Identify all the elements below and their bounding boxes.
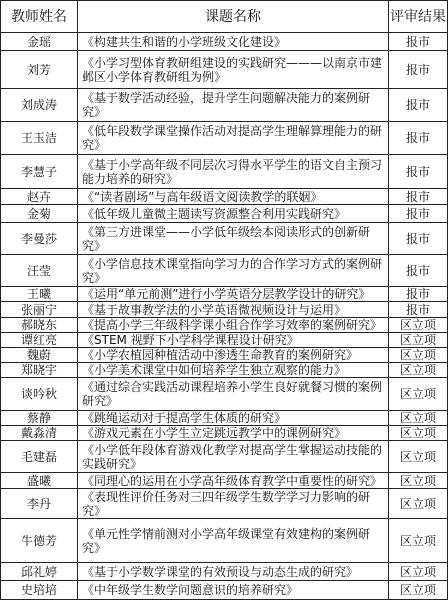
teacher-name-text: 李曼莎 (20, 231, 57, 246)
teacher-name-cell (1, 363, 78, 377)
review-result-text: 区立项 (399, 583, 436, 597)
project-title-text: 《基于小学高年级不同层次习得水平学生的语文自主预习能力培养的研究》 (82, 157, 383, 186)
teacher-name-text: 邱礼婷 (20, 564, 57, 579)
review-result-cell (389, 51, 447, 88)
review-result-text: 区立项 (399, 363, 436, 377)
teacher-name-text: 郑晓宇 (20, 363, 57, 377)
review-result-cell (389, 287, 447, 301)
project-title-text: 《低年级儿童微主题读写资源整合利用实践研究》 (82, 206, 347, 221)
review-result-cell (389, 348, 447, 362)
review-result-cell (389, 426, 447, 440)
header-teacher-name-text: 教师姓名 (11, 8, 67, 25)
project-title-text: 《基于小学数学课堂的有效预设与动态生成的研究》 (82, 564, 359, 579)
table-row (1, 255, 447, 287)
teacher-name-cell (1, 563, 78, 580)
review-result-cell (389, 581, 447, 599)
project-title-text: 《小学信息技术课堂指向学习力的合作学习方式的案例研究》 (82, 256, 383, 285)
teacher-name-cell (1, 223, 78, 254)
table-row (1, 519, 447, 563)
teacher-name-text: 史培培 (20, 583, 57, 597)
project-title-cell (78, 378, 389, 410)
teacher-name-text: 盛曦 (26, 473, 51, 488)
project-title-cell (78, 255, 389, 286)
project-title-text: 《低年段数学课堂操作活动对提高学生理解算理能力的研究》 (82, 124, 383, 152)
teacher-name-cell (1, 33, 78, 50)
review-result-text: 区立项 (399, 426, 436, 440)
project-title-cell (78, 33, 389, 50)
project-title-text: 《STEM 视野下小学科学课程设计研究》 (82, 333, 299, 347)
review-result-text: 区立项 (399, 449, 436, 464)
teacher-name-cell (1, 426, 78, 440)
project-title-text: 《单元性学情前测对小学高年级课堂有效建构的案例研究》 (82, 526, 371, 555)
project-title-text: 《运用“单元前测”进行小学英语分层教学设计的研究》 (82, 287, 371, 301)
table-row (1, 223, 447, 255)
teacher-name-cell (1, 51, 78, 88)
review-result-text: 区立项 (399, 318, 436, 332)
teacher-name-text: 刘成涛 (20, 98, 57, 112)
project-title-cell (78, 581, 389, 599)
project-title-cell (78, 563, 389, 580)
header-project-title-text: 课题名称 (205, 8, 261, 25)
review-result-cell (389, 333, 447, 347)
teacher-name-text: 谭红亮 (20, 333, 57, 347)
review-result-text: 区立项 (399, 411, 436, 425)
review-result-cell (389, 122, 447, 154)
teacher-name-text: 金瑶 (26, 34, 51, 49)
review-result-cell (389, 563, 447, 580)
table-row (1, 426, 447, 441)
teacher-name-cell (1, 489, 78, 518)
teacher-name-cell (1, 205, 78, 222)
review-result-cell (389, 155, 447, 188)
project-title-text: 《同理心的运用在小学高年级体育教学中重要性的研究》 (82, 473, 383, 488)
review-result-text: 报市 (405, 62, 430, 77)
review-result-cell (389, 378, 447, 410)
teacher-name-text: 毛建磊 (20, 449, 57, 464)
project-title-cell (78, 89, 389, 121)
teacher-name-cell (1, 89, 78, 121)
teacher-name-cell (1, 411, 78, 425)
review-result-text: 区立项 (399, 496, 436, 511)
teacher-name-text: 王曦 (26, 287, 51, 301)
teacher-name-text: 赵卉 (26, 189, 51, 204)
teacher-name-cell (1, 122, 78, 154)
teacher-name-text: 牛德芳 (20, 533, 57, 548)
teacher-name-cell (1, 333, 78, 347)
teacher-name-text: 汪莹 (26, 263, 51, 278)
project-title-cell (78, 333, 389, 347)
table-row (1, 51, 447, 89)
review-result-text: 区立项 (399, 333, 436, 347)
table-row (1, 205, 447, 223)
header-project-title (78, 1, 389, 32)
teacher-name-text: 郝晓东 (20, 318, 57, 332)
review-result-cell (389, 255, 447, 286)
teacher-name-text: 李慧子 (20, 164, 57, 179)
review-result-cell (389, 411, 447, 425)
header-review-result (389, 1, 447, 32)
table-row (1, 411, 447, 426)
teacher-name-text: 王玉洁 (20, 131, 57, 145)
teacher-name-cell (1, 378, 78, 410)
review-result-text: 报市 (405, 164, 430, 179)
table-row (1, 378, 447, 411)
project-title-cell (78, 223, 389, 254)
table-header-row (1, 1, 447, 33)
project-title-text: 《基于数学活动经验，提升学生问题解决能力的案例研究》 (82, 91, 371, 119)
review-result-text: 报市 (405, 206, 430, 221)
project-title-text: 《游戏元素在小学生立定跳远教学中的课例研究》 (82, 426, 347, 440)
table-row (1, 348, 447, 363)
table-row (1, 318, 447, 333)
project-title-cell (78, 287, 389, 301)
review-result-text: 报市 (405, 302, 430, 317)
project-title-cell (78, 441, 389, 472)
teacher-name-cell (1, 155, 78, 188)
table-row (1, 89, 447, 122)
project-title-cell (78, 363, 389, 377)
table-row (1, 155, 447, 189)
review-result-text: 报市 (405, 231, 430, 246)
project-title-cell (78, 189, 389, 204)
table-body (1, 33, 447, 599)
teacher-name-text: 李丹 (26, 496, 51, 511)
project-title-cell (78, 489, 389, 518)
project-title-text: 《小学低年段体育游戏化教学对提高学生掌握运动技能的实践研究》 (82, 442, 383, 471)
teacher-name-cell (1, 473, 78, 488)
teacher-name-cell (1, 302, 78, 317)
teacher-name-text: 戴淼清 (20, 426, 57, 440)
table-row (1, 489, 447, 519)
teacher-name-text: 刘芳 (26, 62, 51, 77)
project-title-text: 《中年级学生数学问题意识的培养研究》 (82, 583, 299, 597)
project-title-text: 《第三方进课堂——小学低年级绘本阅读形式的创新研究》 (82, 224, 371, 253)
teacher-name-text: 谈吟秋 (20, 387, 57, 401)
table-row (1, 302, 447, 318)
project-title-text: 《小学美术课堂中如何培养学生独立观察的能力》 (82, 363, 347, 377)
project-title-cell (78, 302, 389, 317)
project-title-cell (78, 411, 389, 425)
table-row (1, 33, 447, 51)
teacher-name-text: 魏蔚 (26, 348, 51, 362)
project-title-text: 《小学农植园种植活动中渗透生命教育的案例研究》 (82, 348, 359, 362)
review-result-cell (389, 302, 447, 317)
project-title-text: 《提高小学三年级科学课小组合作学习效率的案例研究》 (82, 318, 383, 332)
teacher-name-cell (1, 348, 78, 362)
table-row (1, 287, 447, 302)
table-row (1, 473, 447, 489)
project-title-cell (78, 122, 389, 154)
teacher-name-text: 张丽宁 (20, 302, 57, 317)
table-row (1, 581, 447, 599)
project-title-cell (78, 51, 389, 88)
teacher-name-cell (1, 255, 78, 286)
review-result-cell (389, 205, 447, 222)
table-row (1, 122, 447, 155)
project-title-text: 《跳绳运动对于提高学生体质的研究》 (82, 411, 287, 425)
review-result-text: 区立项 (399, 564, 436, 579)
project-title-text: 《构建共生和谐的小学班级文化建设》 (82, 34, 287, 49)
project-title-text: 《“读者剧场”与高年级语文阅读教学的联姻》 (82, 189, 323, 204)
review-result-cell (389, 489, 447, 518)
review-result-text: 报市 (405, 263, 430, 278)
project-title-cell (78, 426, 389, 440)
review-result-cell (389, 441, 447, 472)
review-result-text: 报市 (405, 189, 430, 204)
teacher-name-cell (1, 318, 78, 332)
review-result-text: 区立项 (399, 348, 436, 362)
teacher-name-cell (1, 519, 78, 562)
review-result-text: 报市 (405, 287, 430, 301)
review-result-text: 报市 (405, 34, 430, 49)
project-title-text: 《小学习型体育教研组建设的实践研究———以南京市建邺区小学体育教研组为例》 (82, 55, 383, 84)
teacher-name-cell (1, 581, 78, 599)
review-result-cell (389, 318, 447, 332)
project-title-text: 《通过综合实践活动课程培养小学生良好就餐习惯的案例研究》 (82, 380, 383, 408)
teacher-name-text: 金菊 (26, 206, 51, 221)
project-title-cell (78, 348, 389, 362)
project-title-cell (78, 318, 389, 332)
header-teacher-name (1, 1, 78, 32)
table-row (1, 363, 447, 378)
review-result-text: 报市 (405, 98, 430, 112)
review-result-text: 报市 (405, 131, 430, 145)
header-review-result-text: 评审结果 (390, 8, 446, 25)
review-result-text: 区立项 (399, 473, 436, 488)
review-result-text: 区立项 (399, 387, 436, 401)
project-title-cell (78, 473, 389, 488)
table-row (1, 441, 447, 473)
teacher-name-cell (1, 441, 78, 472)
table-row (1, 189, 447, 205)
review-result-cell (389, 89, 447, 121)
table-row (1, 333, 447, 348)
project-title-text: 《基于故事教学法的小学英语微视频设计与运用》 (82, 302, 347, 317)
teacher-name-cell (1, 287, 78, 301)
review-result-cell (389, 519, 447, 562)
review-result-cell (389, 189, 447, 204)
review-result-text: 区立项 (399, 533, 436, 548)
project-title-cell (78, 155, 389, 188)
project-title-cell (78, 205, 389, 222)
review-result-cell (389, 33, 447, 50)
project-title-text: 《表现性评价任务对三四年级学生数学学习力影响的研究》 (82, 489, 371, 518)
review-result-cell (389, 223, 447, 254)
review-result-cell (389, 363, 447, 377)
project-title-cell (78, 519, 389, 562)
teacher-name-cell (1, 189, 78, 204)
table-row (1, 563, 447, 581)
review-result-cell (389, 473, 447, 488)
teacher-name-text: 蔡静 (26, 411, 51, 425)
